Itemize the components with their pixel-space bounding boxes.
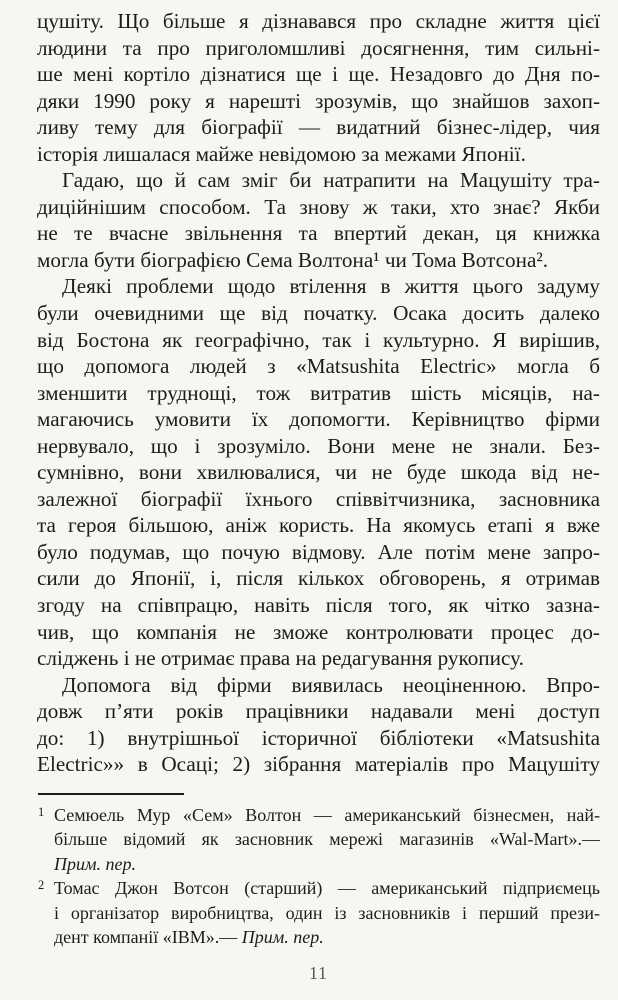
body-text [37, 8, 600, 778]
footnote-text: Семюель Мур «Сем» Волтон — американський бізнесмен, най- [54, 805, 600, 825]
footnote-translator-note: Прим. пер. [241, 927, 324, 948]
text-line: сили до Японії, і, після кількох обговорень, я отримав [37, 566, 600, 591]
text-line: нервувало, що і зрозуміло. Вони мене не знали. Без- [37, 433, 600, 458]
footnote-text: і організатор виробництва, один із засновників і перший прези- [54, 902, 600, 923]
text-line: чив, що компанія не зможе контролювати процес до- [37, 619, 600, 644]
text-line: історія лишалася майже невідомою за межами Японії. [37, 141, 526, 166]
footnote-line [54, 876, 600, 900]
text-line: могла бути біографією Сема Волтона¹ чи Тома Вотсона². [37, 247, 549, 272]
text-line: довж п’яти років працівники надавали мені доступ [37, 699, 600, 724]
text-line: не те вчасне звільнення та впертий декан, ця книжка [37, 221, 600, 246]
page-number: 11 [309, 963, 328, 983]
text-line: дяки 1990 року я нарешті зрозумів, що знайшов захоп- [37, 88, 600, 113]
footnote-line [54, 827, 600, 851]
footnote-line [54, 925, 600, 949]
footnote-line [54, 852, 600, 876]
text-line: було подумав, що почую відмову. Але потім мене запро- [37, 539, 600, 564]
text-line: диційнішим способом. Та знову ж таки, хто знає? Якби [37, 194, 600, 219]
footnote-text: Томас Джон Вотсон (старший) — американський підприємець [54, 878, 600, 899]
text-line: сліджень і не отримає права на редагування рукопису. [37, 646, 524, 671]
footnote-marker: 1 [38, 805, 45, 819]
footnote-text: більше відомий як засновник мережі магазинів «Wal-Mart».— [54, 829, 600, 850]
footnote-translator-note: Прим. пер. [54, 853, 136, 874]
text-line: ше мені кортіло дізнатися ще і ще. Незадовго до Дня по- [37, 62, 600, 87]
text-line: були очевидними ще від початку. Осака досить далеко [37, 301, 600, 326]
text-line: від Бостона як географічно, так і культурно. Я вирішив, [37, 327, 600, 352]
text-line: та героя більшою, аніж користь. На якомусь етапі я вже [37, 513, 600, 538]
text-line: сумнівно, вони хвилювалися, чи не буде шкода від не- [37, 460, 600, 485]
text-line: Деякі проблеми щодо втілення в життя цього задуму [62, 274, 600, 299]
text-line: що допомога людей з «Matsushita Electric» могла б [37, 354, 600, 379]
text-line: Допомога від фірми виявилась неоціненною. Впро- [62, 672, 600, 697]
text-line: згоду на співпрацю, навіть після того, як чітко зазна- [37, 593, 600, 618]
footnote-line [54, 803, 600, 827]
text-line: Гадаю, що й сам зміг би натрапити на Мацушіту тра- [62, 168, 600, 193]
text-line: зменшити труднощі, тож витратив шість місяців, на- [37, 380, 600, 405]
text-line: залежної біографії їхнього співвітчизника, засновника [37, 486, 600, 511]
footnote-marker: 2 [38, 878, 45, 893]
text-line: Electric»» в Осаці; 2) зібрання матеріалів про Мацушіту [37, 752, 600, 777]
footnote-line [54, 901, 600, 925]
footnote-text: дент компанії «IBM».— [54, 927, 242, 948]
text-line: людини та про приголомшливі досягнення, тим сильні- [37, 35, 600, 60]
text-line: цушіту. Що більше я дізнавався про складне життя цієї [37, 9, 600, 33]
footnote [37, 876, 600, 949]
footnotes [37, 803, 600, 949]
text-line: ливу тему для біографії — видатний бізнес-лідер, чия [37, 115, 600, 140]
text-line: до: 1) внутрішньої історичної бібліотеки «Matsushita [37, 725, 600, 750]
text-line: магаючись умовити їх допомогти. Керівництво фірми [37, 407, 600, 432]
footnote [37, 803, 600, 876]
footnote-separator [38, 793, 184, 795]
